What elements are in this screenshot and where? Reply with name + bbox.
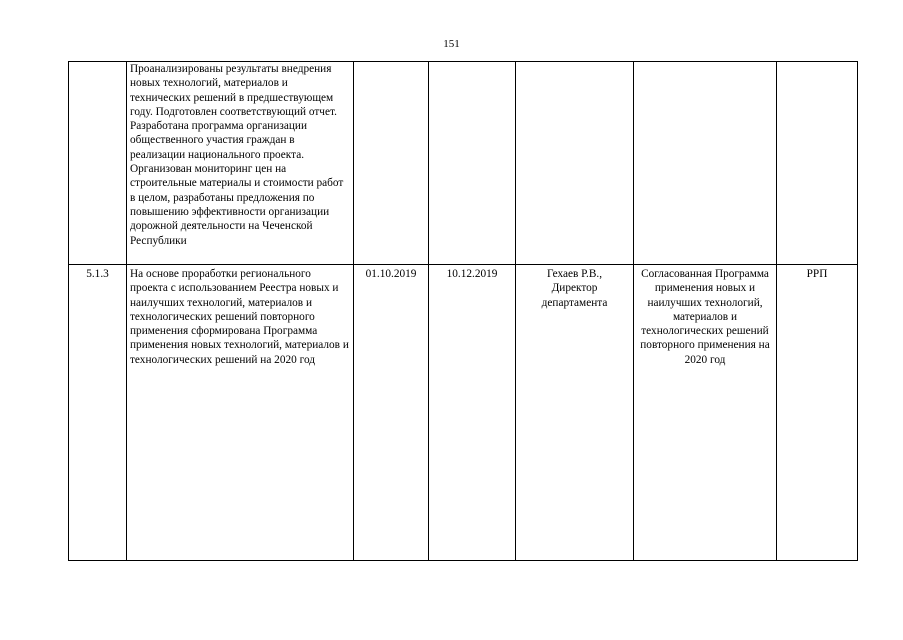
document-cell <box>777 62 858 265</box>
responsible-position: Директор <box>551 282 598 295</box>
result-cell <box>634 62 777 265</box>
description-cell <box>127 62 354 265</box>
responsible-cell <box>516 265 634 561</box>
result-cell: Согласованная Программа применения новых и наилучших технологий, материалов и технологических решений повторного применения на 2020 год <box>634 265 777 561</box>
start-date-cell <box>354 62 429 265</box>
table-row <box>69 62 858 265</box>
description-paragraph: Проанализированы результаты внедрения новых технологий, материалов и технических решений в предшествующем году. Подготовлен соответствующий отчет. <box>130 63 337 118</box>
responsible-cell <box>516 62 634 265</box>
description-paragraph: Разработана программа организации общественного участия граждан в реализации национального проекта. <box>130 120 307 161</box>
end-date-cell <box>429 62 516 265</box>
start-date-cell: 01.10.2019 <box>354 265 429 561</box>
end-date-cell: 10.12.2019 <box>429 265 516 561</box>
row-number-cell <box>69 62 127 265</box>
description-paragraph: На основе проработки регионального проекта с использованием Реестра новых и наилучших технологий, материалов и технологических решений повторного применения сформирована Программа применения новых технологий, материалов и технологических решений на 2020 год <box>130 268 349 366</box>
description-text <box>130 62 350 250</box>
document-cell: РРП <box>777 265 858 561</box>
responsible-department: департамента <box>541 296 608 309</box>
activity-table <box>68 61 858 561</box>
table-row <box>69 265 858 561</box>
responsible-name: Гехаев Р.В., <box>546 268 603 280</box>
description-paragraph: Организован мониторинг цен на строительные материалы и стоимости работ в целом, разработаны предложения по повышению эффективности организации дорожной деятельности на Чеченской Республики <box>130 163 344 247</box>
row-number-cell: 5.1.3 <box>69 265 127 561</box>
description-cell <box>127 265 354 561</box>
page-number: 151 <box>443 38 460 50</box>
